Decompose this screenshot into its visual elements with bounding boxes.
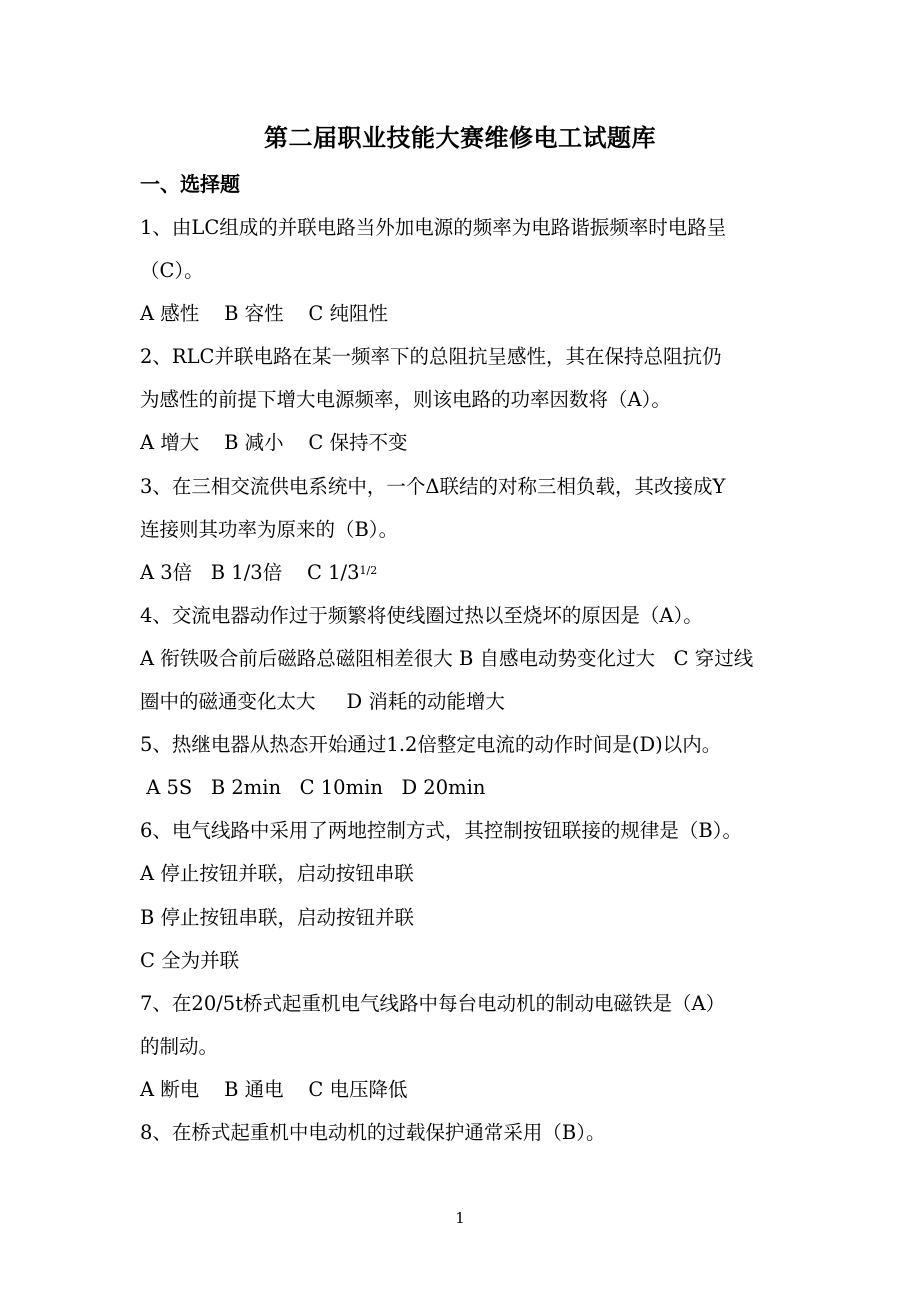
section-heading: 一、选择题 [140,172,240,196]
page-number: 1 [455,1209,465,1227]
question-2-line-1: 2、RLC并联电路在某一频率下的总阻抗呈感性，其在保持总阻抗仍 [140,345,722,369]
question-4-options-line-1: A 衔铁吸合前后磁路总磁阻相差很大 B 自感电动势变化过大 C 穿过线 [140,646,754,670]
question-4-line-1: 4、交流电器动作过于频繁将使线圈过热以至烧坏的原因是（A）。 [140,603,703,627]
question-3-line-2: 连接则其功率为原来的（B）。 [140,517,399,541]
question-1-line-2: （C）。 [140,259,204,283]
question-6-line-1: 6、电气线路中采用了两地控制方式，其控制按钮联接的规律是（B）。 [140,819,742,843]
question-1-line-1: 1、由LC组成的并联电路当外加电源的频率为电路谐振频率时电路呈 [140,216,727,239]
question-7-line-2: 的制动。 [140,1034,219,1058]
question-3-line-1: 3、在三相交流供电系统中，一个Δ联结的对称三相负载，其改接成Y [140,474,726,498]
question-6-option-c: C 全为并联 [140,948,240,972]
question-5-line-1: 5、热继电器从热态开始通过1.2倍整定电流的动作时间是(D)以内。 [140,733,722,757]
question-2-options: A 增大 B 减小 C 保持不变 [140,431,408,455]
question-3-options [140,551,790,594]
question-4-options-line-2: 圈中的磁通变化太大 D 消耗的动能增大 [140,690,505,714]
question-8-line-1: 8、在桥式起重机中电动机的过载保护通常采用（B）。 [140,1120,606,1144]
question-list [140,206,790,1154]
question-3-options-text: A 3倍 B 1/3倍 C 1/3 [140,560,360,584]
question-6-option-a: A 停止按钮并联，启动按钮串联 [140,862,414,886]
question-1-options: A 感性 B 容性 C 纯阻性 [140,302,389,326]
question-6-option-b: B 停止按钮串联，启动按钮并联 [140,905,415,929]
superscript-exponent: 1/2 [359,563,378,577]
document-title: 第二届职业技能大赛维修电工试题库 [264,123,656,152]
question-2-line-2: 为感性的前提下增大电源频率，则该电路的功率因数将（A）。 [140,388,671,412]
question-5-options: A 5S B 2min C 10min D 20min [140,776,486,800]
question-7-line-1: 7、在20/5t桥式起重机电气线路中每台电动机的制动电磁铁是（A） [140,991,726,1015]
question-7-options: A 断电 B 通电 C 电压降低 [140,1077,408,1101]
